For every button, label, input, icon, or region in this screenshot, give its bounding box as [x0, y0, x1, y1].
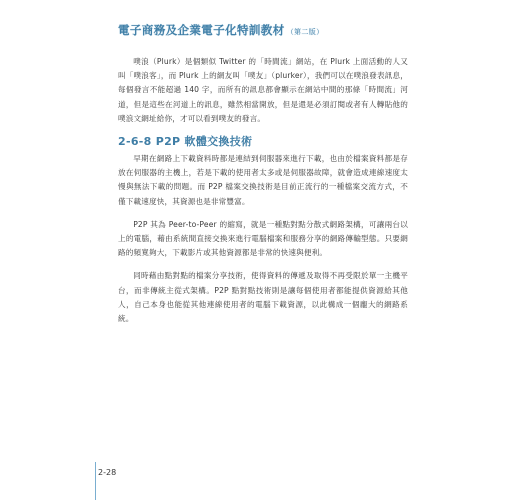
page-number: 2-28	[98, 468, 117, 477]
plurk-paragraph: 噗浪（Plurk）是個類似 Twitter 的「時間流」網站，在 Plurk 上面活動的人又叫「噗浪客」，而 Plurk 上的網友叫「噗友」（plurker），我們可以在噗浪發表訊息，每個發言不能超過 140 字，而所有的訊息都會顯示在網站中間的那條「時間流」河道，但是這些在河道上的訊息，雖然相當開放，但是還是必須訂閱或者有人轉貼他的噗浪文網址給你，才可以看到噗友的發言。	[118, 57, 408, 123]
book-title: 電子商務及企業電子化特訓教材	[118, 23, 285, 37]
p2p-paragraph-intro: 早期在網路上下載資料時都是連結到伺服器來進行下載，也由於檔案資料都是存放在伺服器的主機上，若是下載的使用者太多或是伺服器故障，就會造成連線速度太慢與無法下載的問題。而 P2P 檔案交換技術是目前正流行的一種檔案交流方式，不僅下載速度快，其資源也是非常豐富。	[118, 154, 408, 206]
p2p-paragraph-definition: P2P 其為 Peer-to-Peer 的縮寫，就是一種點對點分散式網路架構，可讓兩台以上的電腦，藉由系統間直接交換來進行電腦檔案和服務分享的網路傳輸型態。只要網路的頻寬夠大，下載影片或其他資源都是非常的快速與便利。	[118, 219, 408, 258]
footer-margin-line	[95, 462, 96, 500]
p2p-paragraph-sharing: 同時藉由點對點的檔案分享技術，使得資料的傳遞及取得不再受限於單一主機平台，而非傳統主從式架構。P2P 點對點技術則是讓每個使用者都能提供資源給其他人，自己本身也能從其他連線使用者的電腦下載資源，以此構成一個龐大的網路系統。	[118, 271, 408, 324]
edition-label: （第二版）	[286, 28, 324, 36]
plurk-section-tail	[118, 55, 408, 126]
running-header	[118, 22, 324, 38]
p2p-section-body	[118, 152, 408, 326]
section-heading-2-6-8: 2-6-8 P2P 軟體交換技術	[118, 135, 253, 148]
